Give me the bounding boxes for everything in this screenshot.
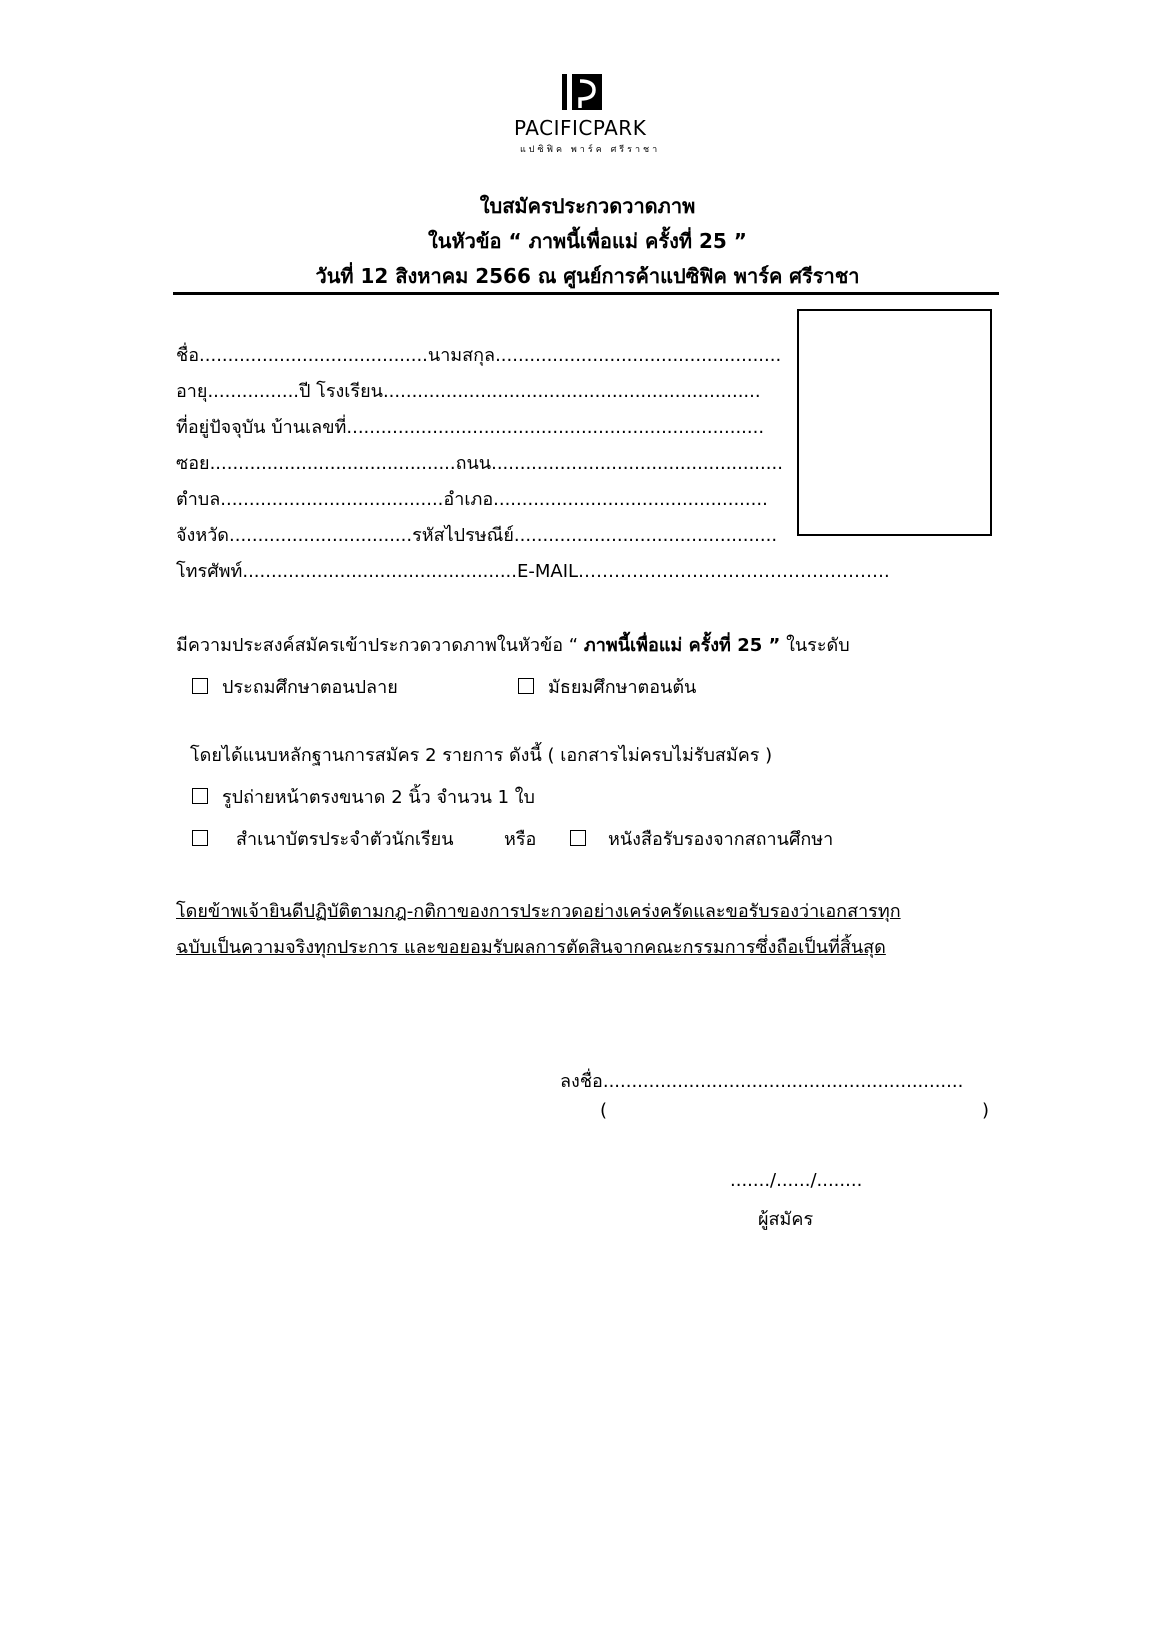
doc-school-cert-label: หนังสือรับรองจากสถานศึกษา <box>608 829 834 850</box>
level-secondary-label: มัธยมศึกษาตอนต้น <box>548 677 697 698</box>
header-divider <box>173 292 999 295</box>
pacific-park-logo <box>510 72 660 158</box>
age-school-field[interactable]: อายุ................ปี โรงเรียน.................................................................. <box>176 381 761 402</box>
doc-school-cert-option[interactable] <box>570 824 833 853</box>
province-postcode-field[interactable]: จังหวัด................................รหัสไปรษณีย์.............................................. <box>176 525 778 546</box>
declaration-line2: ฉบับเป็นความจริงทุกประการ และขอยอมรับผลการตัดสินจากคณะกรรมการซึ่งถือเป็นที่สิ้นสุด <box>176 937 886 958</box>
declaration-line1: โดยข้าพเจ้ายินดีปฏิบัติตามกฎ-กติกาของการประกวดอย่างเคร่งครัดและขอรับรองว่าเอกสารทุก <box>176 901 901 922</box>
signature-line[interactable]: ลงชื่อ............................................................... <box>560 1071 964 1092</box>
soi-road-field[interactable]: ซอย...........................................ถนน................................................... <box>176 453 783 474</box>
checkbox-student-card[interactable] <box>192 830 208 846</box>
logo-brand-right: PARK <box>592 116 647 140</box>
form-title: ใบสมัครประกวดวาดภาพ <box>479 194 696 218</box>
doc-student-card-option[interactable] <box>192 824 454 853</box>
doc-or-label: หรือ <box>504 829 537 850</box>
level-secondary-option[interactable] <box>518 672 696 701</box>
checkbox-secondary[interactable] <box>518 678 534 694</box>
doc-photo-label: รูปถ่ายหน้าตรงขนาด 2 นิ้ว จำนวน 1 ใบ <box>222 787 535 808</box>
checkbox-primary[interactable] <box>192 678 208 694</box>
photo-placeholder-box <box>797 309 992 536</box>
form-date-venue: วันที่ 12 สิงหาคม 2566 ณ ศูนย์การค้าแปซิฟิค พาร์ค ศรีราชา <box>315 264 860 288</box>
date-line[interactable]: ......./....../........ <box>730 1170 863 1191</box>
intent-prefix: มีความประสงค์สมัครเข้าประกวดวาดภาพในหัวข้อ “ <box>176 635 579 656</box>
open-paren: ( <box>600 1100 608 1121</box>
address-field[interactable]: ที่อยู่ปัจจุบัน บ้านเลขที่......................................................................... <box>176 417 765 438</box>
intent-suffix: ในระดับ <box>786 635 850 656</box>
applicant-label: ผู้สมัคร <box>758 1209 814 1230</box>
checkbox-photo[interactable] <box>192 788 208 804</box>
form-topic: ในหัวข้อ “ ภาพนี้เพื่อแม่ ครั้งที่ 25 ” <box>428 229 747 253</box>
checkbox-school-cert[interactable] <box>570 830 586 846</box>
close-paren: ) <box>982 1100 990 1121</box>
documents-intro: โดยได้แนบหลักฐานการสมัคร 2 รายการ ดังนี้ ( เอกสารไม่ครบไม่รับสมัคร ) <box>190 745 773 766</box>
subdistrict-district-field[interactable]: ตำบล.......................................อำเภอ................................................ <box>176 489 768 510</box>
name-field[interactable]: ชื่อ........................................นามสกุล.................................................. <box>176 345 782 366</box>
intent-topic: ภาพนี้เพื่อแม่ ครั้งที่ 25 ” <box>583 635 781 656</box>
logo-brand-left: PACIFIC <box>514 116 593 140</box>
level-primary-option[interactable] <box>192 672 398 701</box>
level-primary-label: ประถมศึกษาตอนปลาย <box>222 677 398 698</box>
logo-tagline: แปซิฟิค พาร์ค ศรีราชา <box>520 145 661 155</box>
doc-student-card-label: สำเนาบัตรประจำตัวนักเรียน <box>236 829 454 850</box>
phone-email-field[interactable]: โทรศัพท์................................................E-MAIL……………………………………………. <box>176 561 890 582</box>
doc-photo-option[interactable] <box>192 782 535 811</box>
intent-line <box>176 630 850 659</box>
